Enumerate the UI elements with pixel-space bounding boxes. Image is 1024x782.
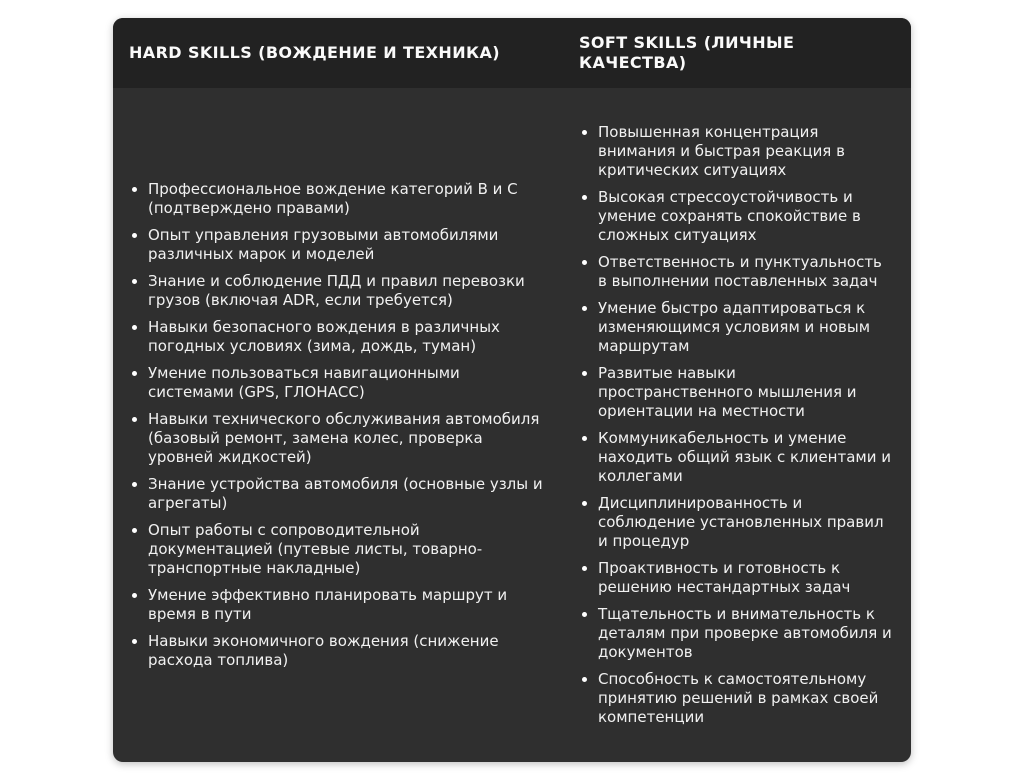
list-item: Знание и соблюдение ПДД и правил перевозки грузов (включая ADR, если требуется) — [129, 272, 547, 310]
list-item: Высокая стрессоустойчивость и умение сохранять спокойствие в сложных ситуациях — [579, 188, 895, 245]
table-header-row — [113, 18, 911, 88]
skills-table — [113, 18, 911, 762]
list-item: Умение пользоваться навигационными системами (GPS, ГЛОНАСС) — [129, 364, 547, 402]
column-header-hard-skills-label: HARD SKILLS (ВОЖДЕНИЕ И ТЕХНИКА) — [129, 43, 500, 62]
list-item: Дисциплинированность и соблюдение установленных правил и процедур — [579, 494, 895, 551]
list-item: Знание устройства автомобиля (основные узлы и агрегаты) — [129, 475, 547, 513]
soft-skills-cell — [563, 88, 911, 762]
list-item: Опыт работы с сопроводительной документацией (путевые листы, товарно-транспортные накладные) — [129, 521, 547, 578]
list-item: Умение быстро адаптироваться к изменяющимся условиям и новым маршрутам — [579, 299, 895, 356]
list-item: Навыки технического обслуживания автомобиля (базовый ремонт, замена колес, проверка уровней жидкостей) — [129, 410, 547, 467]
list-item: Опыт управления грузовыми автомобилями различных марок и моделей — [129, 226, 547, 264]
list-item: Умение эффективно планировать маршрут и время в пути — [129, 586, 547, 624]
hard-skills-cell — [113, 88, 563, 762]
list-item: Навыки экономичного вождения (снижение расхода топлива) — [129, 632, 547, 670]
list-item: Проактивность и готовность к решению нестандартных задач — [579, 559, 895, 597]
list-item: Способность к самостоятельному принятию решений в рамках своей компетенции — [579, 670, 895, 727]
table-body-row — [113, 88, 911, 762]
list-item: Повышенная концентрация внимания и быстрая реакция в критических ситуациях — [579, 123, 895, 180]
list-item: Навыки безопасного вождения в различных погодных условиях (зима, дождь, туман) — [129, 318, 547, 356]
column-header-soft-skills-label: SOFT SKILLS (ЛИЧНЫЕ КАЧЕСТВА) — [579, 33, 795, 72]
list-item: Развитые навыки пространственного мышления и ориентации на местности — [579, 364, 895, 421]
hard-skills-list — [129, 172, 547, 678]
soft-skills-list — [579, 115, 895, 735]
list-item: Коммуникабельность и умение находить общий язык с клиентами и коллегами — [579, 429, 895, 486]
list-item: Тщательность и внимательность к деталям при проверке автомобиля и документов — [579, 605, 895, 662]
column-header-soft-skills — [563, 18, 911, 88]
list-item: Профессиональное вождение категорий B и C (подтверждено правами) — [129, 180, 547, 218]
column-header-hard-skills — [113, 18, 563, 88]
list-item: Ответственность и пунктуальность в выполнении поставленных задач — [579, 253, 895, 291]
